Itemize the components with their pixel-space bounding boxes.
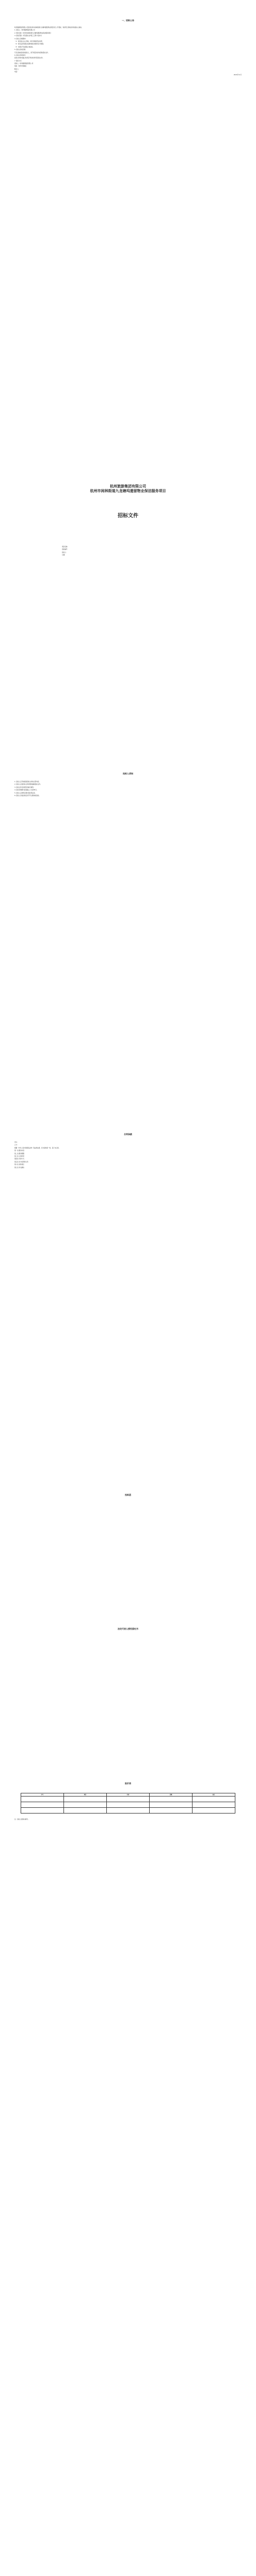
cover-doc-title: 招标文件 <box>118 513 138 519</box>
paragraph: 3. 投标文件应按规定的格式填写。 <box>14 786 35 788</box>
form-title-authorization: 法定代表人授权委托书 <box>118 1628 138 1630</box>
paragraph: 第六条 违约责任 <box>14 1164 24 1166</box>
cover-field: 招标编号： <box>62 549 69 551</box>
paragraph: 第三条 合同价款 <box>14 1155 24 1157</box>
paragraph: 1. 投标人应仔细阅读招标文件的全部内容。 <box>14 781 40 783</box>
paragraph: （2）具有良好的商业信誉和健全的财务会计制度； <box>14 43 45 45</box>
instructions-body <box>14 781 242 798</box>
form-title-quote: 报价表 <box>125 1782 131 1785</box>
cover-page <box>0 392 256 752</box>
paragraph: 地址：杭州市西湖区 <box>14 65 27 67</box>
quote-table <box>21 1793 235 1814</box>
table-row <box>21 1802 235 1808</box>
form-title-bid-letter: 投标函 <box>125 1494 131 1496</box>
table-header: 备注 <box>193 1793 235 1797</box>
paragraph: 乙方： <box>14 1144 19 1146</box>
table-header: 内容 <box>107 1793 150 1797</box>
cover-fields <box>62 546 196 557</box>
paragraph: 投标文件递交截止时间及开标时间详见招标文件。 <box>14 57 44 59</box>
form-note: 注：投标人须如实填写。 <box>14 1819 29 1820</box>
table-row <box>21 1797 235 1802</box>
paragraph: 2. 项目名称：杭州市闲林街道九龙塘坞遗留物业保洁服务项目 <box>14 32 51 34</box>
paragraph: 联系人： <box>14 68 20 70</box>
cover-project: 杭州市闲林街道九龙塘坞遗留物业保洁服务项目 <box>90 489 166 493</box>
paragraph: 1. 招标人：杭州旅游集团有限公司 <box>14 29 35 31</box>
paragraph: 4. 投标有效期为投标截止之日起90日。 <box>14 789 38 791</box>
cover-field: 投标人： <box>62 551 68 553</box>
paragraph: （1）具有独立法人资格，持有有效的营业执照； <box>14 40 44 42</box>
table-header: 项目 <box>64 1793 107 1797</box>
announcement-date: 2021年11月 <box>233 74 242 76</box>
paragraph: 第四条 付款方式 <box>14 1158 24 1160</box>
paragraph: 第五条 双方权利和义务 <box>14 1161 28 1163</box>
paragraph: 2. 投标人应按招标文件的要求编制投标文件。 <box>14 784 42 786</box>
contract-body <box>14 1142 242 1170</box>
paragraph: 7. 联系方式 <box>14 60 22 62</box>
forms-page <box>0 1473 256 2195</box>
paragraph: 4. 投标人资格要求： <box>14 38 27 40</box>
instructions-title: 投标人须知 <box>123 772 133 775</box>
instructions-page <box>0 752 256 1113</box>
announcement-title: 一、招标公告 <box>122 19 134 22</box>
cover-field: 项目名称： <box>62 546 69 548</box>
paragraph: 根据《中华人民共和国民法典》等法律法规，双方经协商一致，签订本合同。 <box>14 1147 60 1149</box>
contract-title: 合同条款 <box>124 1133 132 1136</box>
paragraph: 3. 招标范围：详见招标文件第三章用户需求书 <box>14 35 42 37</box>
paragraph: 5. 投标人应按规定提交投标保证金。 <box>14 792 37 794</box>
paragraph: 招标人：杭州旅游集团有限公司 <box>14 63 34 65</box>
table-header: 金额 <box>150 1793 193 1797</box>
paragraph: 第二条 服务期限 <box>14 1153 24 1155</box>
cover-company: 杭州旅游集团有限公司 <box>110 484 146 488</box>
contract-page <box>0 1113 256 1473</box>
paragraph: 电话： <box>14 71 19 73</box>
paragraph: 6. 投标文件的递交 <box>14 54 26 56</box>
table-row <box>21 1808 235 1814</box>
announcement-page <box>0 0 256 392</box>
cover-field: 日期： <box>62 554 66 556</box>
table-header: 序号 <box>21 1793 64 1797</box>
announcement-body <box>14 27 242 77</box>
paragraph: 5. 招标文件的获取 <box>14 49 26 51</box>
paragraph: 杭州旅游集团有限公司拟对杭州市闲林街道九龙塘坞遗留物业项目进行公开招标，欢迎符合资格条件的投标人参加。 <box>14 27 83 28</box>
paragraph: （3）本项目不接受联合体投标。 <box>14 46 34 48</box>
paragraph: 第一条 服务内容 <box>14 1150 24 1152</box>
paragraph: 第七条 争议解决 <box>14 1166 24 1168</box>
paragraph: 6. 招标人有权拒绝任何不符合要求的投标。 <box>14 794 40 796</box>
paragraph: 甲方： <box>14 1142 19 1143</box>
paragraph: 凡有意参加投标的投标人，请于规定时间内获取招标文件。 <box>14 52 50 54</box>
